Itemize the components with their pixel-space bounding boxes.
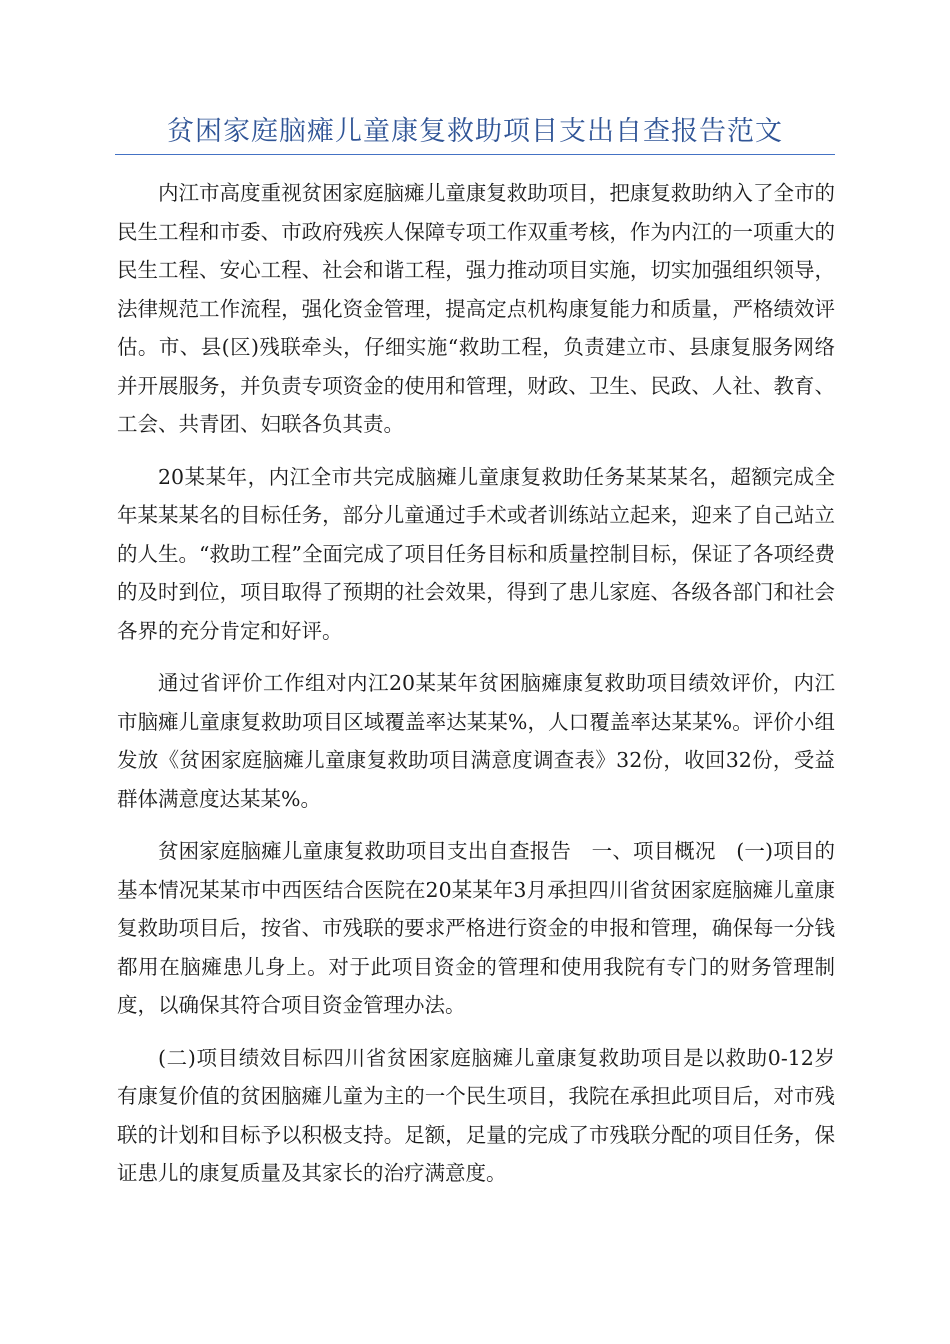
title-underline bbox=[115, 154, 835, 155]
body-paragraph: 内江市高度重视贫困家庭脑瘫儿童康复救助项目，把康复救助纳入了全市的民生工程和市委、市政府残疾人保障专项工作双重考核，作为内江的一项重大的民生工程、安心工程、社会和谐工程，强力推动项目实施，切实加强组织领导，法律规范工作流程，强化资金管理，提高定点机构康复能力和质量，严格绩效评估。市、县(区)残联牵头，仔细实施“救助工程，负责建立市、县康复服务网络并开展服务，并负责专项资金的使用和管理，财政、卫生、民政、人社、教育、工会、共青团、妇联各负其责。 bbox=[117, 181, 835, 436]
body-paragraph: 20某某年，内江全市共完成脑瘫儿童康复救助任务某某某名，超额完成全年某某某名的目标任务，部分儿童通过手术或者训练站立起来，迎来了自己站立的人生。“救助工程”全面完成了项目任务目标和质量控制目标，保证了各项经费的及时到位，项目取得了预期的社会效果，得到了患儿家庭、各级各部门和社会各界的充分肯定和好评。 bbox=[117, 464, 835, 643]
body-paragraph: 贫困家庭脑瘫儿童康复救助项目支出自查报告 一、项目概况 (一)项目的基本情况某某市中西医结合医院在20某某年3月承担四川省贫困家庭脑瘫儿童康复救助项目后，按省、市残联的要求严格进行资金的申报和管理，确保每一分钱都用在脑瘫患儿身上。对于此项目资金的管理和使用我院有专门的财务管理制度，以确保其符合项目资金管理办法。 bbox=[117, 839, 835, 1017]
body-paragraph: 通过省评价工作组对内江20某某年贫困脑瘫康复救助项目绩效评价，内江市脑瘫儿童康复救助项目区域覆盖率达某某%，人口覆盖率达某某%。评价小组发放《贫困家庭脑瘫儿童康复救助项目满意度调查表》32份，收回32份，受益群体满意度达某某%。 bbox=[117, 671, 835, 811]
document-title: 贫困家庭脑瘫儿童康复救助项目支出自查报告范文 bbox=[167, 116, 783, 147]
document-body bbox=[117, 174, 835, 1207]
body-paragraph: (二)项目绩效目标四川省贫困家庭脑瘫儿童康复救助项目是以救助0-12岁有康复价值的贫困脑瘫儿童为主的一个民生项目，我院在承担此项目后，对市残联的计划和目标予以积极支持。足额，足量的完成了市残联分配的项目任务，保证患儿的康复质量及其家长的治疗满意度。 bbox=[117, 1045, 835, 1185]
